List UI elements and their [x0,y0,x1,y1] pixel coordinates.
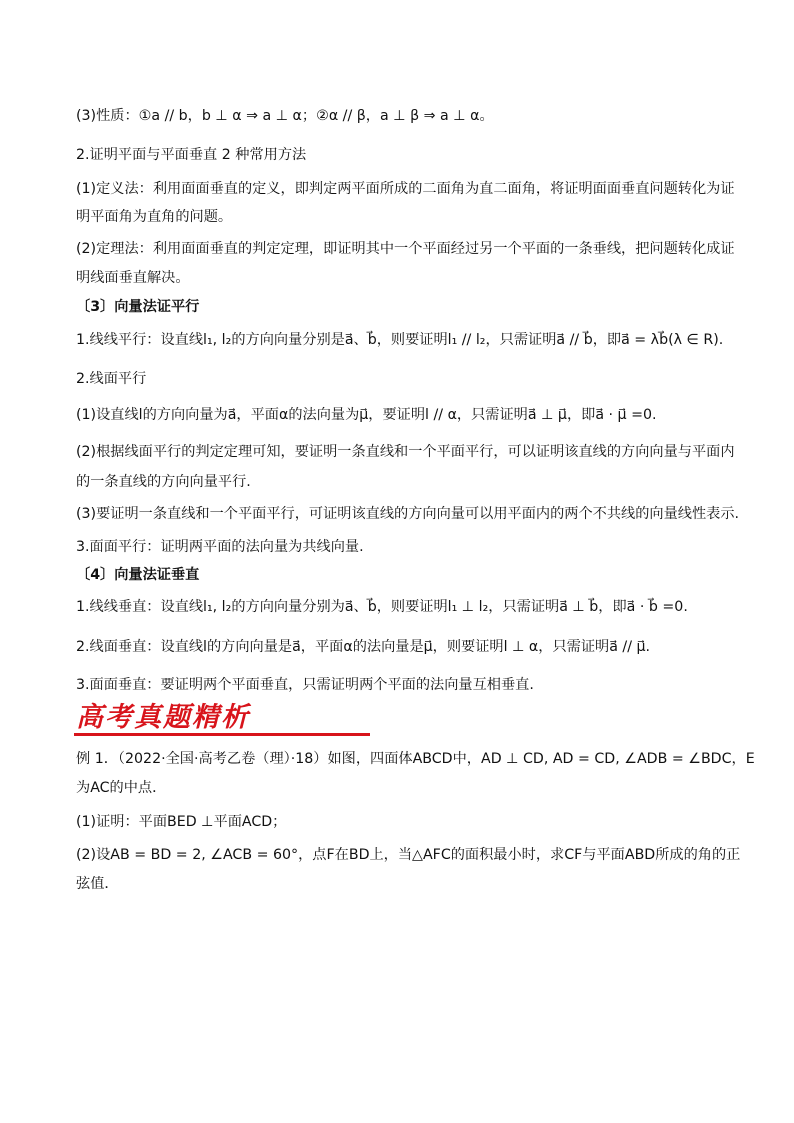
theorem-method-line-2: 明线面垂直解决。 [76,270,190,286]
exam-section-banner [74,702,374,738]
example-1-part-2-line-2: 弦值． [76,876,119,892]
line-line-perpendicular: 1.线线垂直：设直线l₁, l₂的方向向量分别为a⃗、b⃗，则要证明l₁ ⊥ l₂，只需证明a⃗ ⊥ b⃗，即a⃗ · b⃗ =0. [76,599,688,615]
definition-method-line-1: (1)定义法：利用面面垂直的定义，即判定两平面所成的二面角为直二面角，将证明面面垂直问题转化为证 [76,181,735,197]
example-1-stem-line-2: 为AC的中点． [76,780,167,796]
example-1-part-2-line-1: (2)设AB = BD = 2, ∠ACB = 60°，点F在BD上，当△AFC的面积最小时，求CF与平面ABD所成的角的正 [76,847,741,863]
example-1-stem-line-1: 例 1．（2022·全国·高考乙卷（理）·18）如图，四面体ABCD中，AD ⊥ CD, AD = CD, ∠ADB = ∠BDC，E [76,751,755,767]
plane-plane-parallel: 3.面面平行：证明两平面的法向量为共线向量. [76,539,364,555]
property-line: (3)性质：①a // b，b ⊥ α ⇒ a ⊥ α；②α // β，a ⊥ β ⇒ a ⊥ α。 [76,108,494,124]
line-plane-parallel-item-2b: 的一条直线的方向向量平行. [76,474,251,490]
section-heading-plane-perpendicular: 2.证明平面与平面垂直 2 种常用方法 [76,147,307,163]
theorem-method-line-1: (2)定理法：利用面面垂直的判定定理，即证明其中一个平面经过另一个平面的一条垂线，把问题转化成证 [76,241,735,257]
heading-vector-perpendicular: 〔4〕向量法证垂直 [76,567,200,583]
line-plane-perpendicular: 2.线面垂直：设直线l的方向向量是a⃗，平面α的法向量是μ⃗，则要证明l ⊥ α，只需证明a⃗ // μ⃗. [76,639,651,655]
line-plane-parallel-item-3: (3)要证明一条直线和一个平面平行，可证明该直线的方向向量可以用平面内的两个不共线的向量线性表示. [76,506,740,522]
line-line-parallel: 1.线线平行：设直线l₁, l₂的方向向量分别是a⃗、b⃗，则要证明l₁ // l₂，只需证明a⃗ // b⃗，即a⃗ = λb⃗(λ ∈ R). [76,332,724,348]
banner-underline [74,733,370,736]
definition-method-line-2: 明平面角为直角的问题。 [76,209,233,225]
line-plane-parallel-item-1: (1)设直线l的方向向量为a⃗，平面α的法向量为μ⃗，要证明l // α，只需证明a⃗ ⊥ μ⃗，即a⃗ · μ⃗ =0. [76,407,657,423]
line-plane-parallel-item-2a: (2)根据线面平行的判定定理可知，要证明一条直线和一个平面平行，可以证明该直线的方向向量与平面内 [76,444,735,460]
plane-plane-perpendicular: 3.面面垂直：要证明两个平面垂直，只需证明两个平面的法向量互相垂直. [76,677,534,693]
heading-vector-parallel: 〔3〕向量法证平行 [76,299,200,315]
banner-title: 高考真题精析 [76,702,250,733]
line-plane-parallel-heading: 2.线面平行 [76,371,147,387]
example-1-part-1: (1)证明：平面BED ⊥平面ACD； [76,814,287,830]
